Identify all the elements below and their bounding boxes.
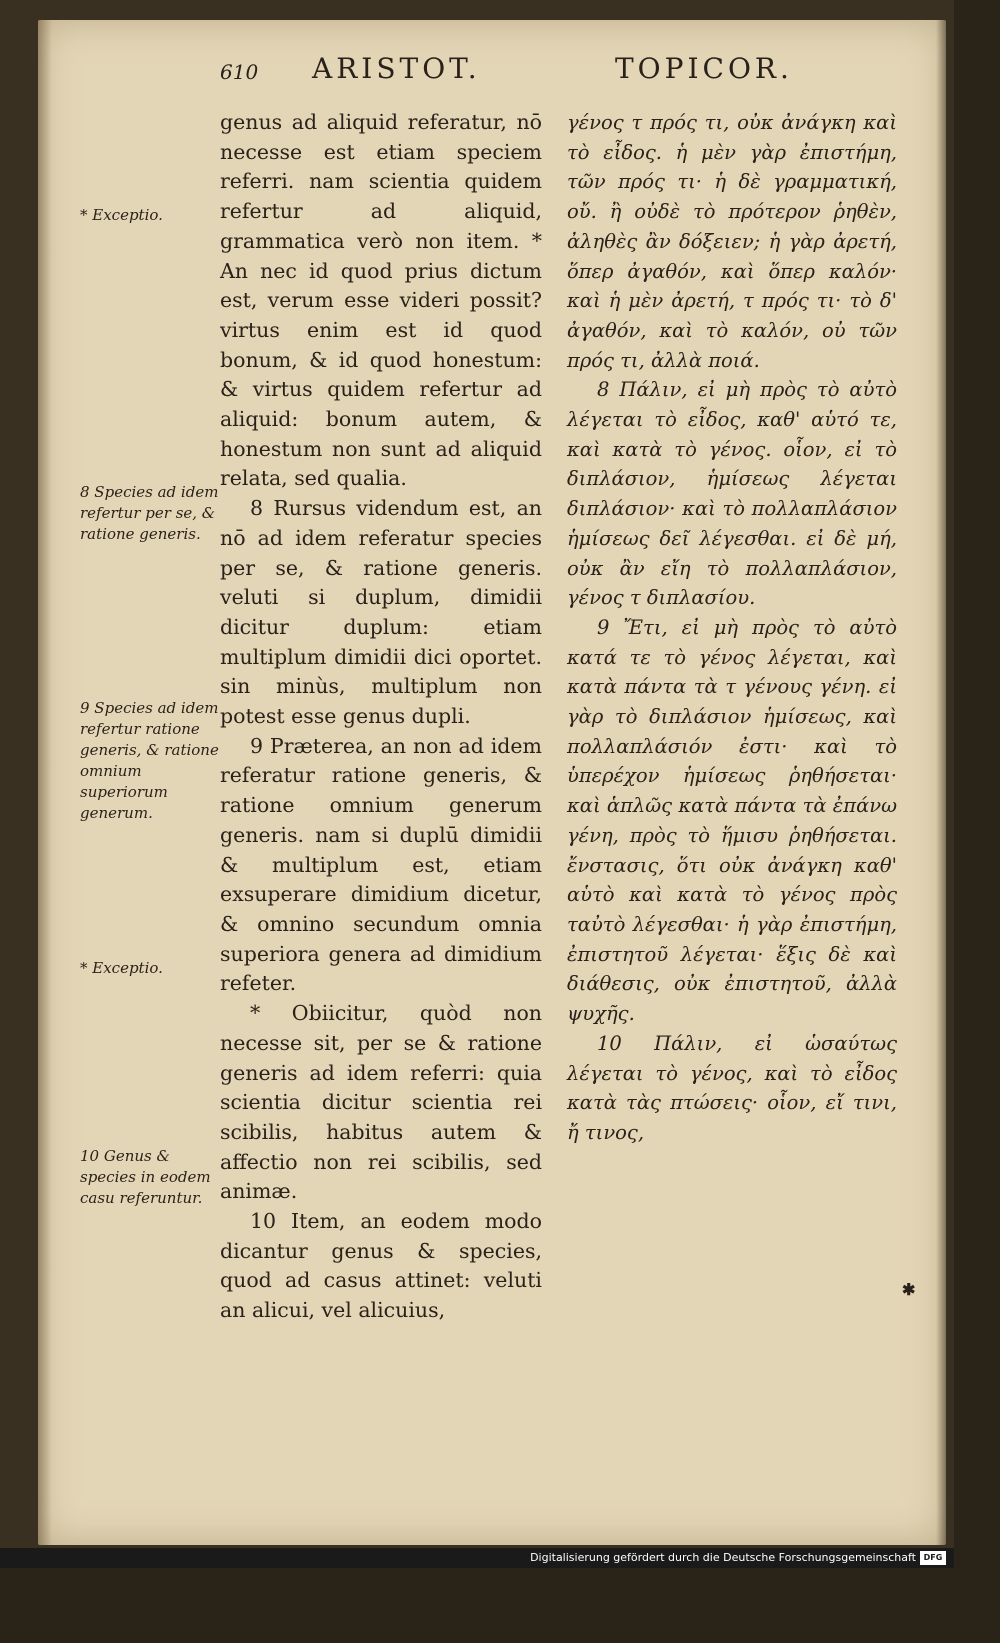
latin-paragraph: 8 Rursus videndum est, an nō ad idem referatur species per se, & ratione generis. veluti si duplum, dimidii dicitur duplum: etiam multiplum dimidii dici oportet. sin minùs, multiplum non potest esse genus dupli. (220, 496, 542, 729)
latin-paragraph: 9 Præterea, an non ad idem referatur ratione generis, & ratione omnium generum generis. nam si duplū dimidii & multiplum est, etiam exsuperare dimidium dicetur, & omnino secundum omnia superiora genera ad dimidium refeter. (220, 733, 542, 996)
page-gutter-shadow (38, 20, 52, 1545)
greek-paragraph: 10 Πάλιν, εἰ ὡσαύτως λέγεται τὸ γένος, καὶ τὸ εἶδος κατὰ τὰς πτώσεις· οἷον, εἴ τινι, ἤ τινος, (567, 1031, 897, 1144)
greek-paragraph: 8 Πάλιν, εἰ μὴ πρὸς τὸ αὐτὸ λέγεται τὸ εἶδος, καθ' αὑτό τε, καὶ κατὰ τὸ γένος. οἷον, εἰ τὸ διπλάσιον, ἡμίσεως λέγεται διπλάσιον· καὶ τὸ πολλαπλάσιον ἡμίσεως δεῖ λέγεσθαι. εἰ δὲ μή, οὐκ ἂν εἴη τὸ πολλαπλάσιον, γένος τ διπλασίου. (567, 378, 897, 610)
margin-note: 8 Species ad idem refertur per se, & ratione generis. (80, 483, 219, 543)
latin-text-column (220, 108, 542, 1323)
greek-paragraph: γένος τ πρός τι, οὐκ ἀνάγκη καὶ τὸ εἶδος. ἡ μὲν γὰρ ἐπιστήμη, τῶν πρός τι· ἡ δὲ γραμματική, οὔ. ἢ οὐδὲ τὸ πρότερον ῥηθὲν, ἀληθὲς ἂν δόξειεν; ἡ γὰρ ἀρετή, ὅπερ ἀγαθόν, καὶ ὅπερ καλόν· καὶ ἡ μὲν ἀρετή, τ πρός τι· τὸ δ' ἀγαθόν, καὶ τὸ καλόν, οὐ τῶν πρός τι, ἀλλὰ ποιά. (567, 111, 897, 372)
running-title-right: TOPICOR. (615, 52, 793, 85)
latin-paragraph: * Obiicitur, quòd non necesse sit, per se & ratione generis ad idem referri: quia scientia dicitur scientia rei scibilis, habitus autem & affectio non rei scibilis, sed animæ. (220, 1001, 542, 1204)
running-title-left: ARISTOT. (312, 52, 481, 85)
page-edge-shadow (936, 20, 946, 1545)
page-header (220, 52, 820, 92)
latin-paragraph: 10 Item, an eodem modo dicantur genus & species, quod ad casus attinet: veluti an alicui, vel alicuius, (220, 1209, 542, 1323)
latin-paragraph: genus ad aliquid referatur, nō necesse est etiam speciem referri. nam scientia quidem refertur ad aliquid, grammatica verò non item. * An nec id quod prius dictum est, verum esse videri possit? virtus enim est id quod bonum, & id quod honestum: & virtus quidem refertur ad aliquid: bonum autem, & honestum non sunt ad aliquid relata, sed qualia. (220, 110, 542, 491)
margin-note: 9 Species ad idem refertur ratione generis, & ratione omnium superiorum generum. (80, 699, 219, 822)
dfg-logo: DFG (920, 1551, 946, 1565)
greek-paragraph: 9 Ἔτι, εἰ μὴ πρὸς τὸ αὐτὸ κατά τε τὸ γένος λέγεται, καὶ κατὰ πάντα τὰ τ γένους γένη. εἰ γὰρ τὸ διπλάσιον ἡμίσεως, καὶ πολλαπλάσιόν ἐστι· καὶ τὸ ὑπερέχον ἡμίσεως ῥηθήσεται· καὶ ἁπλῶς κατὰ πάντα τὰ ἐπάνω γένη, πρὸς τὸ ἥμισυ ῥηθήσεται. ἔνστασις, ὅτι οὐκ ἀνάγκη καθ' αὑτὸ καὶ κατὰ τὸ γένος πρὸς ταὐτὸ λέγεσθαι· ἡ γὰρ ἐπιστήμη, ἐπιστητοῦ λέγεται· ἕξις δὲ καὶ διάθεσις, οὐκ ἐπιστητοῦ, ἀλλὰ ψυχῆς. (567, 615, 897, 1026)
footer-credit: Digitalisierung gefördert durch die Deutsche Forschungsgemeinschaft (530, 1551, 916, 1564)
greek-text-column (567, 108, 897, 1308)
catchword-mark: ✱ (902, 1280, 916, 1299)
digitization-footer (0, 1548, 954, 1568)
folio-number: 610 (220, 60, 259, 84)
margin-note: 10 Genus & species in eodem casu referuntur. (80, 1147, 211, 1207)
margin-note: * Exceptio. (80, 959, 163, 977)
margin-note: * Exceptio. (80, 206, 163, 224)
